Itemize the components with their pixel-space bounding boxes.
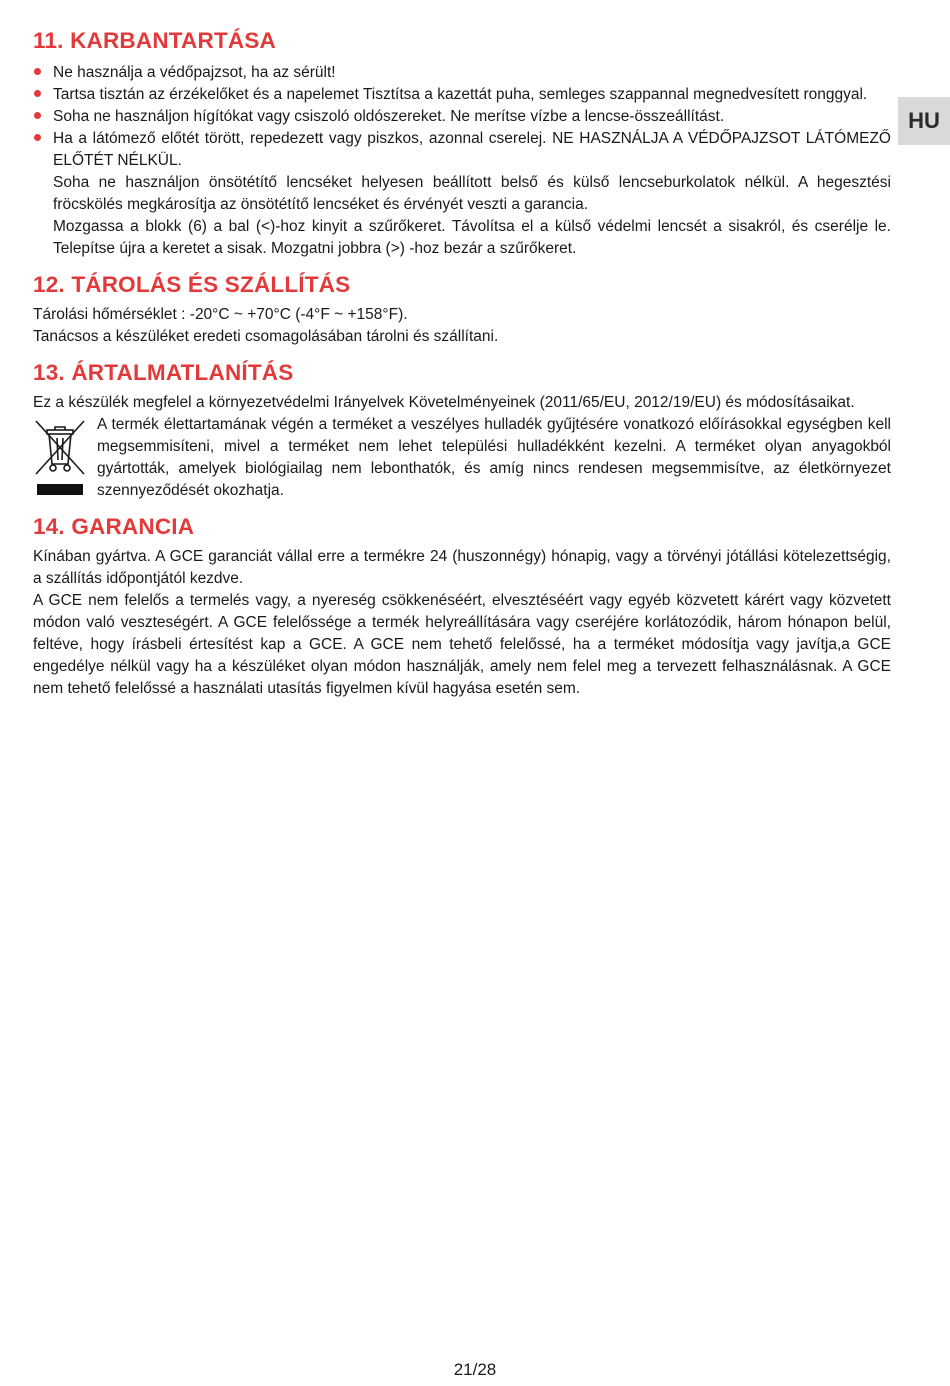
document-page bbox=[33, 26, 891, 710]
warranty-paragraph-1: Kínában gyártva. A GCE garanciát vállal erre a termékre 24 (huszonnégy) hónapig, vagy a törvényi jótállási kötelezettségig, a szállítás időpontjától kezdve. bbox=[33, 548, 891, 587]
bullet-text: Ne használja a védőpajzsot, ha az sérült! bbox=[53, 64, 336, 81]
maintenance-bullet-list bbox=[33, 62, 891, 172]
section-storage bbox=[33, 270, 891, 348]
warranty-paragraph-2: A GCE nem felelős a termelés vagy, a nyereség csökkenéséért, elvesztéséért vagy egyéb közvetett kárért vagy közvetett módon való veszteségért. A GCE felelőssége a termék helyreállítására vagy cseréjére korlátozódik, három hónapon belül, feltéve, hogy írásbeli értesítést kap a GCE. A GCE nem tehető felelőssé, ha a terméket módosítja vagy javítja,a GCE engedélye nélkül vagy ha a készüléket olyan módon használják, amely nem felel meg a tervezett felhasználásnak. A GCE nem tehető felelőssé a használati utasítás figyelmen kívül hagyása esetén sem. bbox=[33, 592, 891, 697]
list-item bbox=[33, 106, 891, 128]
section-title-maintenance: 11. KARBANTARTÁSA bbox=[33, 28, 277, 53]
bullet-icon bbox=[34, 134, 41, 141]
maintenance-paragraph-lenses: Soha ne használjon önsötétítő lencséket helyesen beállított belső és külső lencseburkolatok nélkül. A hegesztési fröcskölés megkárosítja az önsötétítő lencséket és érvényét veszti a garancia. bbox=[53, 174, 891, 213]
storage-advice: Tanácsos a készüléket eredeti csomagolásában tárolni és szállítani. bbox=[33, 328, 499, 345]
bullet-icon bbox=[34, 112, 41, 119]
section-maintenance bbox=[33, 26, 891, 260]
bullet-text: Ha a látómező előtét törött, repedezett vagy piszkos, azonnal cserelej. NE HASZNÁLJA A VÉDŐPAJZSOT LÁTÓMEZŐ ELŐTÉT NÉLKÜL. bbox=[53, 130, 891, 169]
list-item bbox=[33, 62, 891, 84]
disposal-text: A termék élettartamának végén a terméket a veszélyes hulladék gyűjtésére vonatkozó előírásokkal egységben kell megsemmisíteni, mivel a terméket nem lehet települési hulladékként kezelni. A terméket olyan anyagokból gyártották, amelyek biológiailag nem lebonthatók, és amíg nincs rendesen megsemmisítve, az életkörnyezet szennyeződését okozhatja. bbox=[97, 416, 891, 499]
list-item bbox=[33, 84, 891, 106]
bullet-icon bbox=[34, 90, 41, 97]
storage-temperature: Tárolási hőmérséklet : -20°C ~ +70°C (-4°F ~ +158°F). bbox=[33, 306, 408, 323]
language-tab: HU bbox=[898, 97, 950, 145]
section-warranty bbox=[33, 512, 891, 700]
page-number: 21/28 bbox=[453, 1360, 497, 1379]
disposal-intro: Ez a készülék megfelel a környezetvédelmi Irányelvek Követelményeinek (2011/65/EU, 2012/19/EU) és módosításaikat. bbox=[33, 394, 855, 411]
maintenance-paragraph-filter-frame: Mozgassa a blokk (6) a bal (<)-hoz kinyit a szűrőkeret. Távolítsa el a külső védelmi lencsét a sisakról, és cserélje le. Telepítse újra a keretet a sisak. Mozgatni jobbra (>) -hoz bezár a szűrőkeret. bbox=[53, 218, 891, 257]
section-title-warranty: 14. GARANCIA bbox=[33, 514, 195, 539]
list-item bbox=[33, 128, 891, 172]
bullet-text: Soha ne használjon hígítókat vagy csiszoló oldószereket. Ne merítse vízbe a lencse-összeállítást. bbox=[53, 108, 725, 125]
disposal-weee-block bbox=[33, 414, 891, 502]
bullet-icon bbox=[34, 68, 41, 75]
bullet-text: Tartsa tisztán az érzékelőket és a napelemet Tisztítsa a kazettát puha, semleges szappannal megnedvesített ronggyal. bbox=[53, 86, 868, 103]
section-disposal bbox=[33, 358, 891, 502]
section-title-disposal: 13. ÁRTALMATLANÍTÁS bbox=[33, 360, 294, 385]
section-title-storage: 12. TÁROLÁS ÉS SZÁLLÍTÁS bbox=[33, 272, 351, 297]
crossed-out-wheelie-bin-icon bbox=[33, 416, 87, 498]
